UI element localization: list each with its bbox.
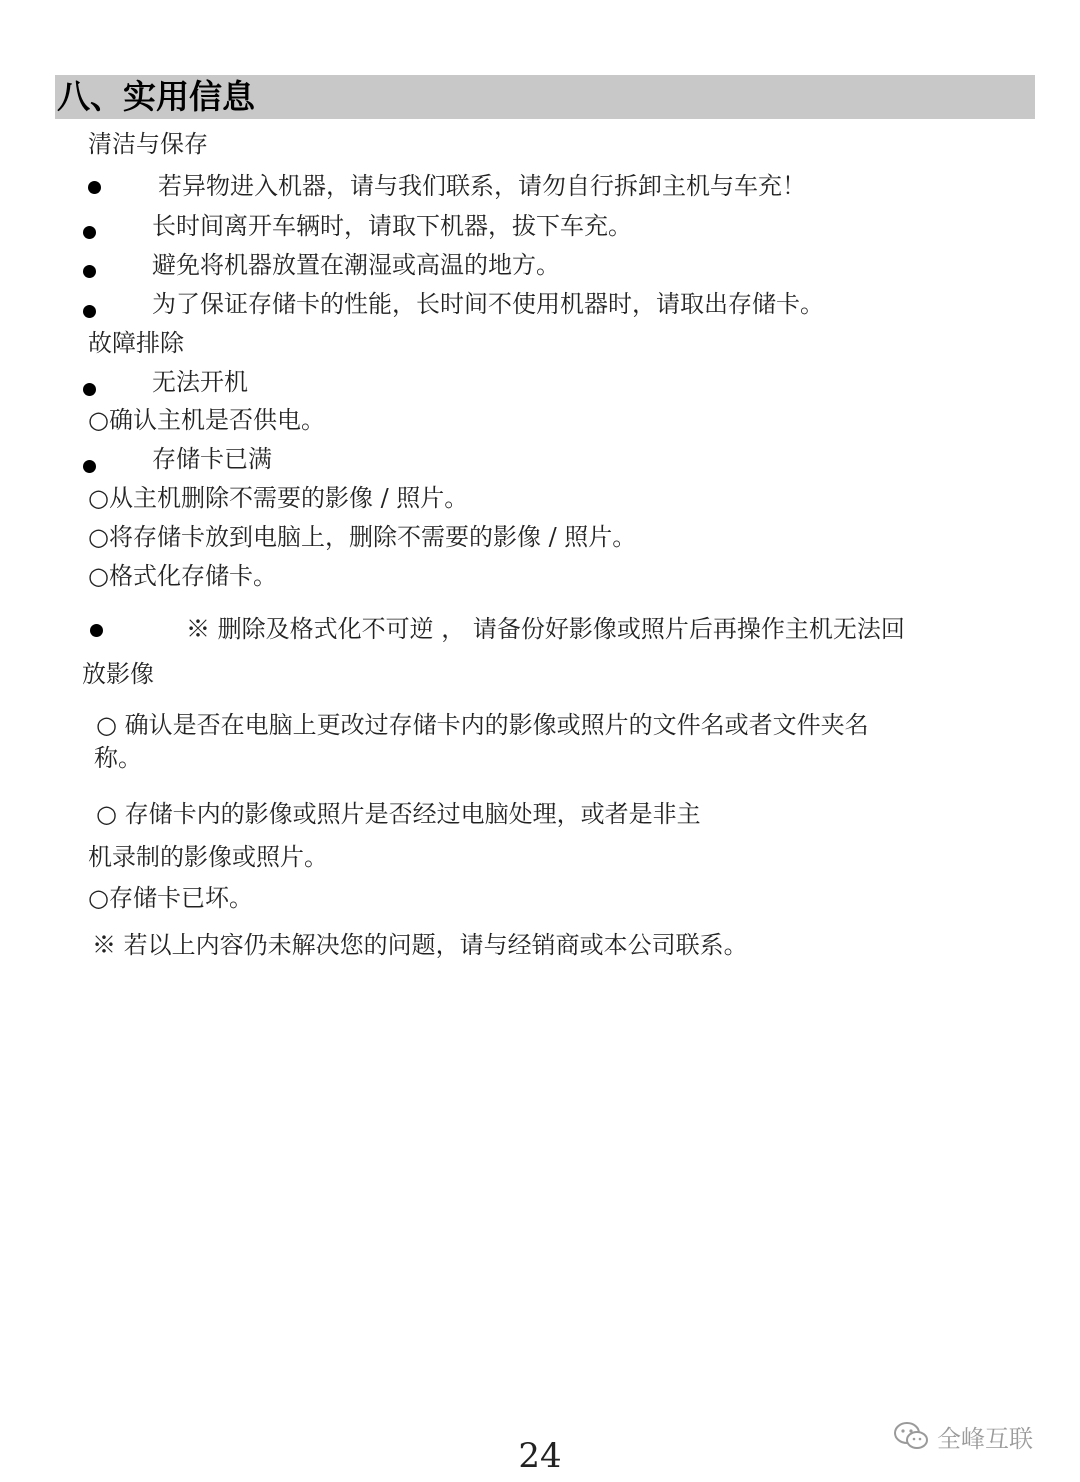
card-full-solution: ○从主机删除不需要的影像 / 照片。 — [88, 484, 469, 512]
cleaning-item: 若异物进入机器，请与我们联系，请勿自行拆卸主机与车充！ — [158, 172, 806, 200]
playback-check: ○ 存储卡内的影像或照片是否经过电脑处理，或者是非主 — [96, 800, 701, 828]
playback-check: ○ 确认是否在电脑上更改过存储卡内的影像或照片的文件名或者文件夹名 — [96, 711, 869, 739]
bullet-dot — [83, 383, 96, 396]
bullet-dot — [83, 305, 96, 318]
warning-line: 放影像 — [82, 660, 154, 688]
power-issue: 无法开机 — [152, 368, 248, 396]
section-title: 八、实用信息 — [57, 77, 255, 116]
card-full-issue: 存储卡已满 — [152, 445, 272, 473]
playback-check: 机录制的影像或照片。 — [88, 843, 328, 871]
watermark — [893, 1418, 1033, 1454]
watermark-text: 全峰互联 — [937, 1424, 1033, 1453]
power-check: ○确认主机是否供电。 — [88, 406, 325, 434]
troubleshooting-heading: 故障排除 — [88, 329, 184, 357]
wechat-icon — [893, 1421, 929, 1451]
page-number: 24 — [518, 1436, 562, 1476]
card-full-solution: ○将存储卡放到电脑上，删除不需要的影像 / 照片。 — [88, 523, 637, 551]
cleaning-heading: 清洁与保存 — [88, 130, 208, 158]
warning-line: ※ 删除及格式化不可逆 ， 请备份好影像或照片后再操作主机无法回 — [186, 615, 905, 643]
playback-check: ○存储卡已坏。 — [88, 884, 253, 912]
bullet-dot — [83, 460, 96, 473]
bullet-dot — [90, 624, 103, 637]
bullet-dot — [88, 181, 101, 194]
contact-note: ※ 若以上内容仍未解决您的问题，请与经销商或本公司联系。 — [92, 931, 748, 959]
cleaning-item: 为了保证存储卡的性能，长时间不使用机器时，请取出存储卡。 — [152, 290, 824, 318]
bullet-dot — [83, 226, 96, 239]
bullet-dot — [83, 265, 96, 278]
cleaning-item: 避免将机器放置在潮湿或高温的地方。 — [152, 251, 560, 279]
cleaning-item: 长时间离开车辆时，请取下机器，拔下车充。 — [152, 212, 632, 240]
card-full-solution: ○格式化存储卡。 — [88, 562, 277, 590]
playback-check: 称。 — [94, 744, 142, 772]
